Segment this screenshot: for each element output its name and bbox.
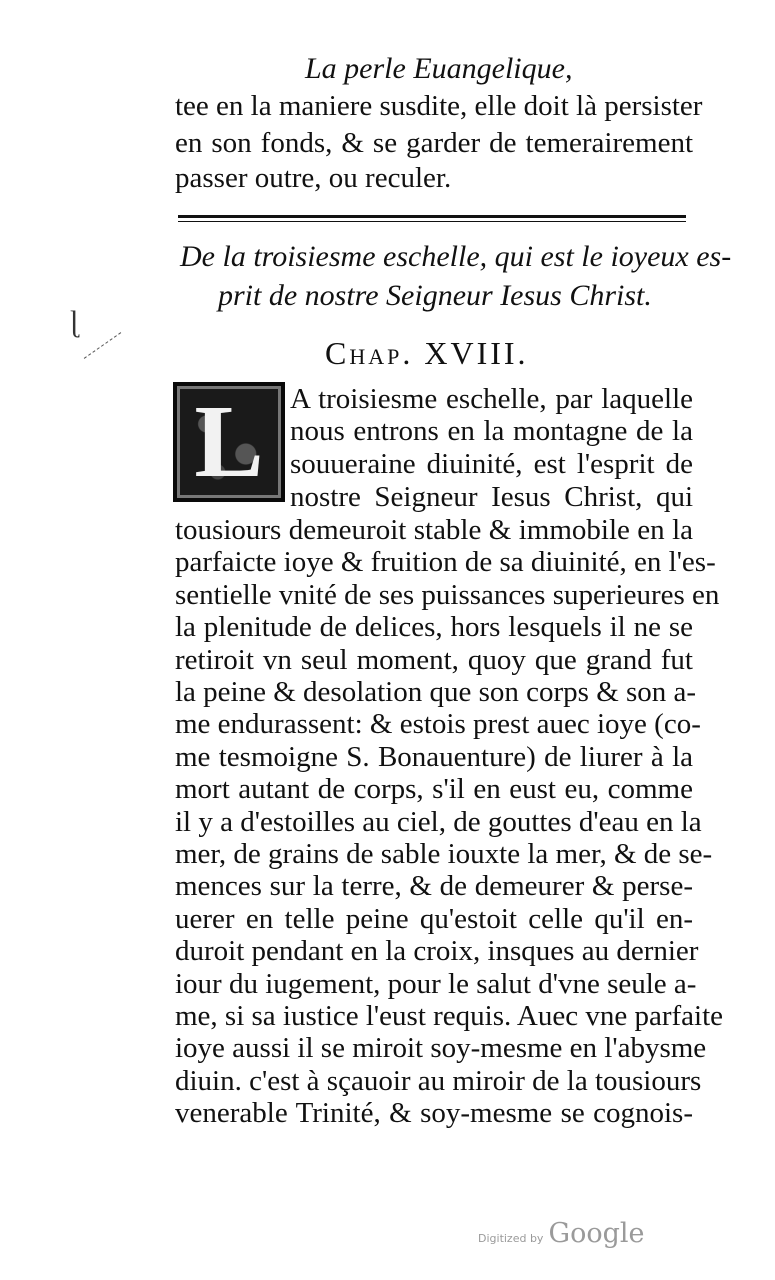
text-line: la peine & desolation que son corps & son a- bbox=[175, 676, 697, 708]
text-line: parfaicte ioye & fruition de sa diuinité, en l'es- bbox=[175, 546, 716, 579]
text-line: en son fonds, & se garder de temerairement bbox=[175, 127, 693, 159]
section-heading-line: De la troisiesme eschelle, qui est le ioyeux es- bbox=[180, 240, 732, 273]
section-heading-line: prit de nostre Seigneur Iesus Christ. bbox=[218, 279, 652, 312]
text-line: mences sur la terre, & de demeurer & perse- bbox=[175, 870, 693, 903]
chapter-number: Chap. XVIII. bbox=[325, 335, 529, 371]
text-line: A troisiesme eschelle, par laquelle bbox=[290, 383, 693, 415]
section-rule bbox=[178, 215, 686, 222]
text-line: souueraine diuinité, est l'esprit de bbox=[290, 448, 693, 480]
text-line: me endurassent: & estois prest auec ioye (co- bbox=[175, 708, 701, 741]
digitized-watermark bbox=[478, 1218, 645, 1249]
text-line: uerer en telle peine qu'estoit celle qu'il en- bbox=[175, 902, 693, 935]
text-line: retiroit vn seul moment, quoy que grand fut bbox=[175, 643, 693, 676]
text-line: passer outre, ou reculer. bbox=[175, 162, 452, 194]
text-line: il y a d'estoilles au ciel, de gouttes d'eau en la bbox=[175, 805, 702, 838]
text-line: diuin. c'est à sçauoir au miroir de la tousiours bbox=[175, 1064, 702, 1097]
text-line: tee en la maniere susdite, elle doit là persister bbox=[175, 90, 703, 122]
text-line: mer, de grains de sable iouxte la mer, & de se- bbox=[175, 838, 713, 870]
google-logo: Google bbox=[548, 1218, 645, 1249]
text-line: nostre Seigneur Iesus Christ, qui bbox=[290, 481, 693, 513]
text-line: la plenitude de delices, hors lesquels il ne se bbox=[175, 611, 693, 644]
drop-cap-letter: L bbox=[194, 384, 264, 499]
text-line: me, si sa iustice l'eust requis. Auec vne parfaite bbox=[175, 1000, 723, 1032]
text-line: nous entrons en la montagne de la bbox=[290, 415, 693, 447]
text-line: mort autant de corps, s'il en eust eu, comme bbox=[175, 773, 693, 806]
text-line: me tesmoigne S. Bonauenture) de liurer à la bbox=[175, 740, 693, 773]
text-line: sentielle vnité de ses puissances superieures en bbox=[175, 578, 720, 611]
text-line: iour du iugement, pour le salut d'vne seule a- bbox=[175, 967, 697, 1000]
text-line: duroit pendant en la croix, insques au dernier bbox=[175, 935, 699, 968]
margin-stroke-icon bbox=[84, 332, 121, 359]
text-line: tousiours demeuroit stable & immobile en la bbox=[175, 514, 693, 546]
watermark-prefix: Digitized by bbox=[478, 1232, 544, 1245]
text-line: venerable Trinité, & soy-mesme se cognois- bbox=[175, 1097, 693, 1130]
margin-mark-icon: ɭ bbox=[70, 305, 79, 338]
text-line: ioye aussi il se miroit soy-mesme en l'abysme bbox=[175, 1032, 707, 1065]
ornate-initial-letter bbox=[173, 382, 285, 502]
running-head: La perle Euangelique, bbox=[305, 52, 573, 85]
